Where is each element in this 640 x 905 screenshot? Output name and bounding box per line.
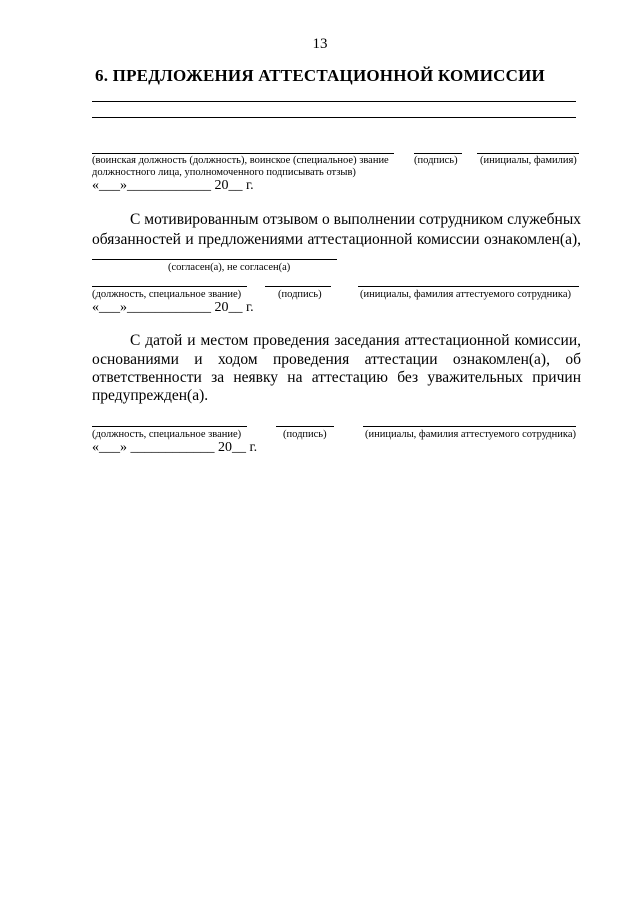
proposal-line-2[interactable]	[92, 117, 576, 118]
acquaint-date-field[interactable]: «___»____________ 20__ г.	[92, 300, 254, 315]
acquaint-signature-line[interactable]	[265, 286, 331, 287]
meeting-position-line[interactable]	[92, 426, 247, 427]
reviewer-signature-caption: (подпись)	[414, 155, 458, 166]
meeting-paragraph-line-1: С датой и местом проведения заседания аттестационной комиссии,	[130, 332, 581, 349]
acquaint-name-line[interactable]	[358, 286, 579, 287]
meeting-date-field[interactable]: «___» ____________ 20__ г.	[92, 440, 258, 455]
acquaint-position-caption: (должность, специальное звание)	[92, 289, 242, 300]
meeting-position-caption: (должность, специальное звание)	[92, 429, 242, 440]
meeting-paragraph-line-2: основаниями и ходом проведения аттестации ознакомлен(а), об	[92, 351, 581, 368]
meeting-signature-caption: (подпись)	[283, 429, 327, 440]
meeting-paragraph-line-4: предупрежден(а).	[92, 387, 209, 404]
meeting-signature-line[interactable]	[276, 426, 334, 427]
reviewer-position-caption: (воинская должность (должность), воинское (специальное) звание	[92, 155, 389, 166]
acquaint-signature-caption: (подпись)	[278, 289, 322, 300]
reviewer-name-caption: (инициалы, фамилия)	[480, 155, 577, 166]
meeting-name-line[interactable]	[363, 426, 576, 427]
section-title: 6. ПРЕДЛОЖЕНИЯ АТТЕСТАЦИОННОЙ КОМИССИИ	[95, 66, 545, 85]
meeting-name-caption: (инициалы, фамилия аттестуемого сотрудника)	[365, 429, 576, 440]
acquaint-paragraph: С мотивированным отзывом о выполнении сотрудником служебных обязанностей и предложениями аттестационной комиссии ознакомлен(а),	[92, 211, 581, 248]
page-number: 13	[312, 36, 328, 52]
meeting-paragraph-line-3: ответственности за неявку на аттестацию без уважительных причин	[92, 369, 581, 386]
reviewer-date-field[interactable]: «___»____________ 20__ г.	[92, 178, 254, 193]
proposal-line-1[interactable]	[92, 101, 576, 102]
acquaint-name-caption: (инициалы, фамилия аттестуемого сотрудника)	[360, 289, 571, 300]
acquaint-position-line[interactable]	[92, 286, 247, 287]
reviewer-position-caption-cont: должностного лица, уполномоченного подписывать отзыв)	[92, 167, 356, 178]
agree-caption: (согласен(а), не согласен(а)	[168, 262, 291, 273]
agree-line[interactable]	[92, 259, 337, 260]
